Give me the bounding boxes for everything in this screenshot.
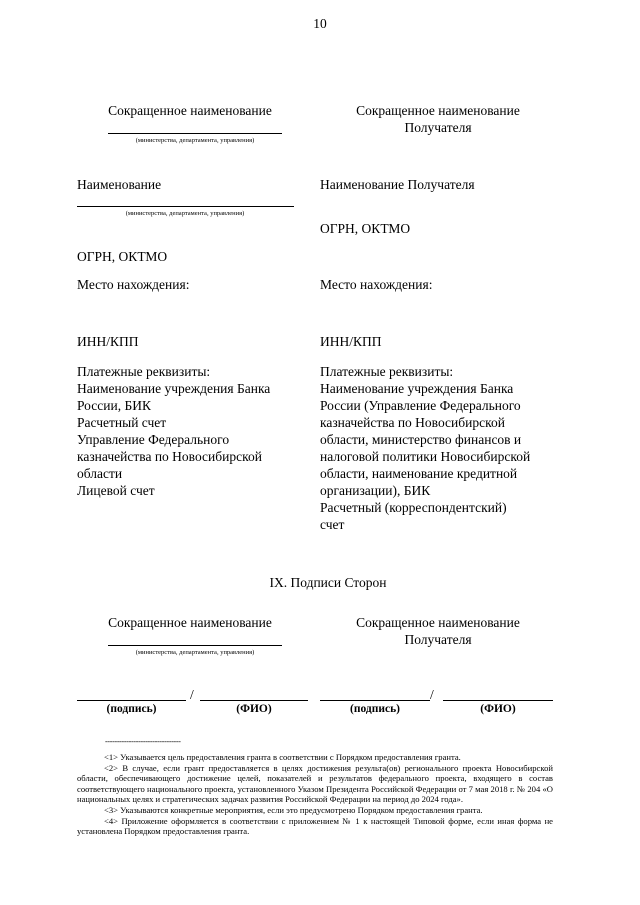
left-payment-line: Наименование учреждения Банка xyxy=(77,381,271,396)
left-fio-line xyxy=(200,700,308,701)
right-payment-line: счет xyxy=(320,517,345,532)
left-short-name: Сокращенное наименование xyxy=(108,103,272,118)
left-payment-details xyxy=(77,363,270,499)
right-location: Место нахождения: xyxy=(320,277,433,292)
footnote-separator: -------------------------------- xyxy=(105,737,181,746)
right-payment-line: России (Управление Федерального xyxy=(320,398,521,413)
right-payment-line: казначейства по Новосибирской xyxy=(320,415,505,430)
right-payment-line: налоговой политики Новосибирской xyxy=(320,449,531,464)
left-signature-line xyxy=(77,700,186,701)
left-payment-line: России, БИК xyxy=(77,398,151,413)
left-ogrn: ОГРН, ОКТМО xyxy=(77,249,168,264)
right-payment-line: организации), БИК xyxy=(320,483,431,498)
footnote-1: <1> Указывается цель предоставления гранта в соответствии с Порядком предоставления гранта. xyxy=(104,752,461,762)
footnote-2: <2> В случае, если грант предоставляется в целях достижения результа(ов) регионального проекта Новосибирской области, обеспечивающего достижение целей, показателей и результатов федерального проекта, входящего в состав соответствующего национального проекта, установленного Указом Президента Российской Федерации от 7 мая 2018 г. № 204 «О национальных целях и стратегических задачах развития Российской Федерации на период до 2024 года». xyxy=(77,762,553,805)
right-short-name-line2: Получателя xyxy=(404,120,472,135)
left-fio-label: (ФИО) xyxy=(236,703,272,715)
right-short-name-line1: Сокращенное наименование xyxy=(356,103,520,118)
right-payment-line: Платежные реквизиты: xyxy=(320,364,454,379)
page-number: 10 xyxy=(313,16,327,31)
right-inn: ИНН/КПП xyxy=(320,334,382,349)
right-payment-line: Наименование учреждения Банка xyxy=(320,381,514,396)
left-payment-line: области xyxy=(77,466,123,481)
right-signature-line xyxy=(320,700,430,701)
left-name-caption: (министерства, департамента, управления) xyxy=(125,210,245,217)
left-payment-line: казначейства по Новосибирской xyxy=(77,449,262,464)
left-payment-line: Управление Федерального xyxy=(77,432,230,447)
left-short-name-line xyxy=(108,133,282,134)
left-name-line xyxy=(77,206,294,207)
left-location: Место нахождения: xyxy=(77,277,190,292)
sign-right-short-name-line1: Сокращенное наименование xyxy=(356,615,520,630)
left-short-name-caption: (министерства, департамента, управления) xyxy=(135,137,255,144)
left-inn: ИНН/КПП xyxy=(77,334,139,349)
right-payment-line: области, наименование кредитной xyxy=(320,466,518,481)
right-slash: / xyxy=(430,687,434,702)
right-ogrn: ОГРН, ОКТМО xyxy=(320,221,411,236)
left-payment-line: Лицевой счет xyxy=(77,483,155,498)
left-payment-line: Расчетный счет xyxy=(77,415,167,430)
right-payment-line: области, министерство финансов и xyxy=(320,432,522,447)
right-name-label: Наименование Получателя xyxy=(320,177,475,192)
right-fio-label: (ФИО) xyxy=(480,703,516,715)
right-payment-details xyxy=(320,363,530,533)
sign-left-short-name: Сокращенное наименование xyxy=(108,615,272,630)
sign-right-short-name-line2: Получателя xyxy=(404,632,472,647)
sign-left-caption: (министерства, департамента, управления) xyxy=(135,649,255,656)
footnote-4: <4> Приложение оформляется в соответствии с приложением № 1 к настоящей Типовой форме, если иная форма не установлена Порядком предоставления гранта. xyxy=(77,815,553,837)
left-payment-line: Платежные реквизиты: xyxy=(77,364,211,379)
right-signature-label: (подпись) xyxy=(350,703,400,715)
left-signature-label: (подпись) xyxy=(106,703,157,715)
right-payment-line: Расчетный (корреспондентский) xyxy=(320,500,507,515)
footnote-3: <3> Указываются конкретные мероприятия, если это предусмотрено Порядком предоставления гранта. xyxy=(104,804,483,815)
section-title: IX. Подписи Сторон xyxy=(269,575,387,590)
footnotes xyxy=(77,752,553,837)
right-fio-line xyxy=(443,700,553,701)
left-slash: / xyxy=(190,687,194,702)
sign-left-short-name-line xyxy=(108,645,282,646)
left-name-label: Наименование xyxy=(77,177,162,192)
